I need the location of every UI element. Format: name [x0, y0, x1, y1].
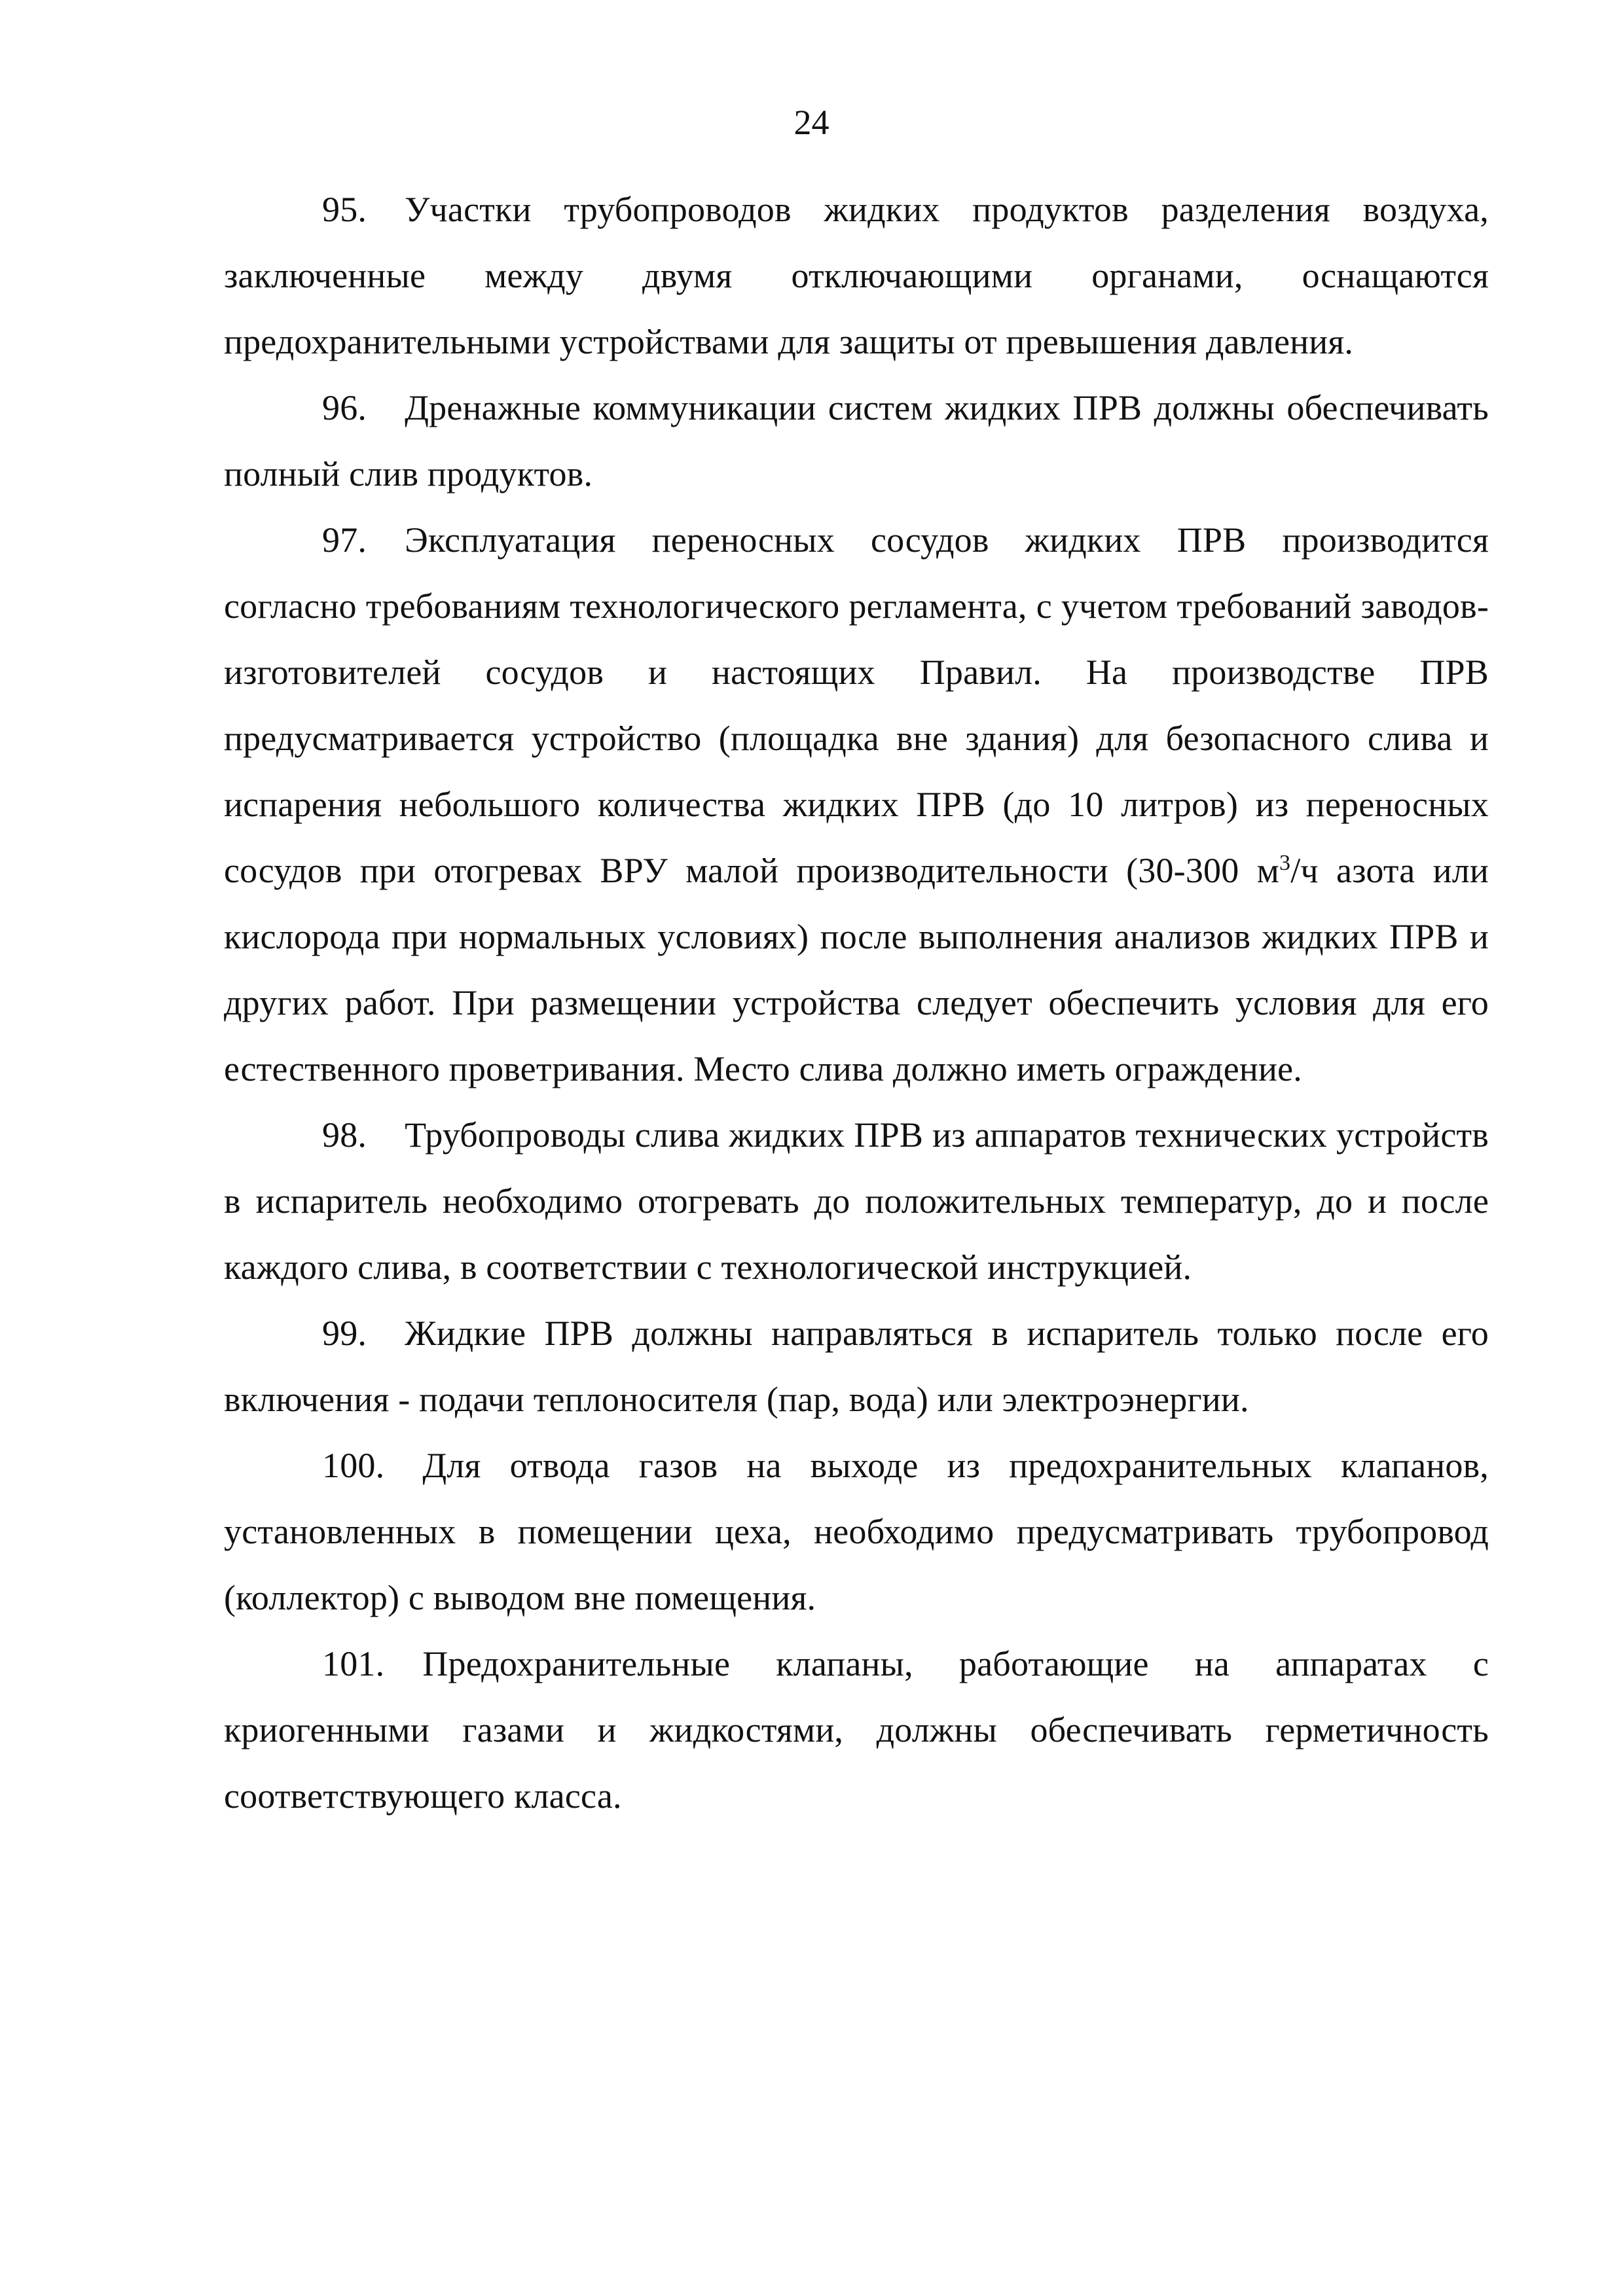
- paragraph-text: Участки трубопроводов жидких продуктов разделения воздуха, заключенные между двумя отключающими органами, оснащаются предохранительными устройствами для защиты от превышения давления.: [224, 190, 1489, 361]
- document-body: [224, 177, 1489, 1829]
- paragraph-number: 96.: [322, 388, 367, 427]
- paragraph-number: 95.: [322, 190, 367, 229]
- paragraph-number: 99.: [322, 1314, 367, 1353]
- paragraph-95: [224, 177, 1489, 375]
- paragraph-text-part-2: /ч азота или кислорода при нормальных условиях) после выполнения анализов жидких ПРВ и других работ. При размещении устройства следует обеспечить условия для его естественного проветривания. Место слива должно иметь ограждение.: [224, 851, 1489, 1088]
- paragraph-100: [224, 1433, 1489, 1631]
- paragraph-96: [224, 375, 1489, 507]
- paragraph-text: Дренажные коммуникации систем жидких ПРВ должны обеспечивать полный слив продуктов.: [224, 388, 1489, 493]
- paragraph-99: [224, 1300, 1489, 1433]
- paragraph-97: [224, 507, 1489, 1102]
- paragraph-text: Трубопроводы слива жидких ПРВ из аппаратов технических устройств в испаритель необходимо отогревать до положительных температур, до и после каждого слива, в соответствии с технологической инструкцией.: [224, 1115, 1489, 1287]
- paragraph-number: 100.: [322, 1446, 385, 1485]
- superscript-3: 3: [1279, 851, 1291, 875]
- paragraph-text: Жидкие ПРВ должны направляться в испаритель только после его включения - подачи теплоносителя (пар, вода) или электроэнергии.: [224, 1314, 1489, 1419]
- paragraph-101: [224, 1631, 1489, 1829]
- paragraph-98: [224, 1102, 1489, 1300]
- paragraph-text-part-1: Эксплуатация переносных сосудов жидких ПРВ производится согласно требованиям технологического регламента, с учетом требований заводов-изготовителей сосудов и настоящих Правил. На производстве ПРВ предусматривается устройство (площадка вне здания) для безопасного слива и испарения небольшого количества жидких ПРВ (до 10 литров) из переносных сосудов при отогревах ВРУ малой производительности (30-300 м: [224, 520, 1489, 890]
- page-number: 24: [793, 103, 830, 142]
- paragraph-number: 101.: [322, 1644, 385, 1683]
- paragraph-text: Предохранительные клапаны, работающие на аппаратах с криогенными газами и жидкостями, должны обеспечивать герметичность соответствующего класса.: [224, 1644, 1489, 1816]
- paragraph-number: 98.: [322, 1115, 367, 1155]
- paragraph-text: Для отвода газов на выходе из предохранительных клапанов, установленных в помещении цеха, необходимо предусматривать трубопровод (коллектор) с выводом вне помещения.: [224, 1446, 1489, 1617]
- paragraph-number: 97.: [322, 520, 367, 560]
